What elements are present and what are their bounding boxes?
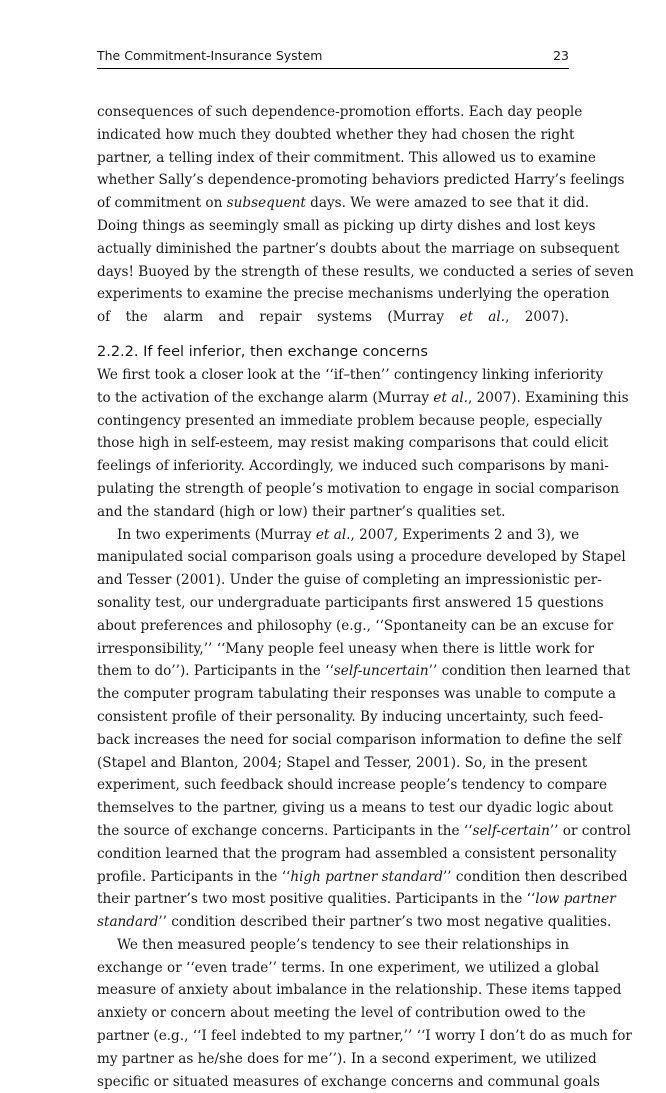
text-line: contingency presented an immediate problem because people, especially <box>97 412 603 429</box>
text-line: (Stapel and Blanton, 2004; Stapel and Tesser, 2001). So, in the present <box>97 754 588 771</box>
text-line: experiments to examine the precise mechanisms underlying the operation <box>97 286 610 303</box>
text-line: of commitment on subsequent days. We were amazed to see that it did. <box>97 195 590 212</box>
text-line: standard’’ condition described their partner’s two most negative qualities. <box>97 914 612 931</box>
text-line: them to do’’). Participants in the ‘‘self-uncertain’’ condition then learned that <box>97 663 631 680</box>
page-number: 23 <box>553 48 569 63</box>
text-line: consistent profile of their personality. By inducing uncertainty, such feed- <box>97 708 604 725</box>
text-line: actually diminished the partner’s doubts about the marriage on subsequent <box>97 240 620 257</box>
text-line: about preferences and philosophy (e.g., ‘‘Spontaneity can be an excuse for <box>97 617 614 634</box>
text-line: sonality test, our undergraduate participants first answered 15 questions <box>97 594 604 611</box>
text-line: back increases the need for social comparison information to define the self <box>97 731 622 748</box>
text-line: indicated how much they doubted whether they had chosen the right <box>97 126 575 143</box>
text-line: to the activation of the exchange alarm (Murray et al., 2007). Examining this <box>97 389 629 406</box>
running-head <box>97 44 569 69</box>
text-line: whether Sally’s dependence-promoting behaviors predicted Harry’s feelings <box>97 172 625 189</box>
text-line: the source of exchange concerns. Participants in the ‘‘self-certain’’ or control <box>97 822 631 839</box>
text-line: themselves to the partner, giving us a means to test our dyadic logic about <box>97 800 613 817</box>
running-head-title: The Commitment-Insurance System <box>97 48 323 63</box>
text-line: those high in self-esteem, may resist making comparisons that could elicit <box>97 435 609 452</box>
text-line: exchange or ‘‘even trade’’ terms. In one experiment, we utilized a global <box>97 959 599 976</box>
text-line: the computer program tabulating their responses was unable to compute a <box>97 686 617 703</box>
text-line: partner, a telling index of their commitment. This allowed us to examine <box>97 149 596 166</box>
text-line: and the standard (high or low) their partner’s qualities set. <box>97 503 506 520</box>
text-line: profile. Participants in the ‘‘high partner standard’’ condition then described <box>97 868 628 885</box>
text-line: anxiety or concern about meeting the level of contribution owed to the <box>97 1005 586 1022</box>
text-line: consequences of such dependence-promotion efforts. Each day people <box>97 104 583 120</box>
text-line: We then measured people’s tendency to see their relationships in <box>117 936 569 953</box>
paragraph-measures <box>97 934 632 1093</box>
text-line: Doing things as seemingly small as picking up dirty dishes and lost keys <box>97 217 596 234</box>
text-line: We first took a closer look at the ‘‘if–then’’ contingency linking inferiority <box>97 366 604 383</box>
text-line: and Tesser (2001). Under the guise of completing an impressionistic per- <box>97 572 602 589</box>
text-line: days! Buoyed by the strength of these results, we conducted a series of seven <box>97 263 634 280</box>
paragraph-continued <box>97 101 634 329</box>
section-heading: 2.2.2. If feel inferior, then exchange concerns <box>97 343 428 360</box>
text-line: partner (e.g., ‘‘I feel indebted to my partner,’’ ‘‘I worry I don’t do as much for <box>97 1028 632 1045</box>
paragraph-experiments <box>97 524 631 934</box>
paragraph-first-look <box>97 364 629 524</box>
text-line: specific or situated measures of exchange concerns and communal goals <box>97 1073 600 1090</box>
text-line: manipulated social comparison goals using a procedure developed by Stapel <box>97 549 626 566</box>
text-line: of the alarm and repair systems (Murray et al., 2007). <box>97 309 569 326</box>
text-line: measure of anxiety about imbalance in the relationship. These items tapped <box>97 982 622 999</box>
text-line: experiment, such feedback should increase people’s tendency to compare <box>97 777 608 794</box>
text-line: pulating the strength of people’s motivation to engage in social comparison <box>97 480 620 497</box>
text-line: condition learned that the program had assembled a consistent personality <box>97 845 617 862</box>
text-line: irresponsibility,’’ ‘‘Many people feel uneasy when there is little work for <box>97 640 595 657</box>
text-line: In two experiments (Murray et al., 2007, Experiments 2 and 3), we <box>117 526 580 543</box>
text-line: my partner as he/she does for me’’). In a second experiment, we utilized <box>97 1050 597 1067</box>
text-line: their partner’s two most positive qualities. Participants in the ‘‘low partner <box>97 891 616 908</box>
body-text <box>97 101 634 1093</box>
text-line: feelings of inferiority. Accordingly, we induced such comparisons by mani- <box>97 458 609 475</box>
